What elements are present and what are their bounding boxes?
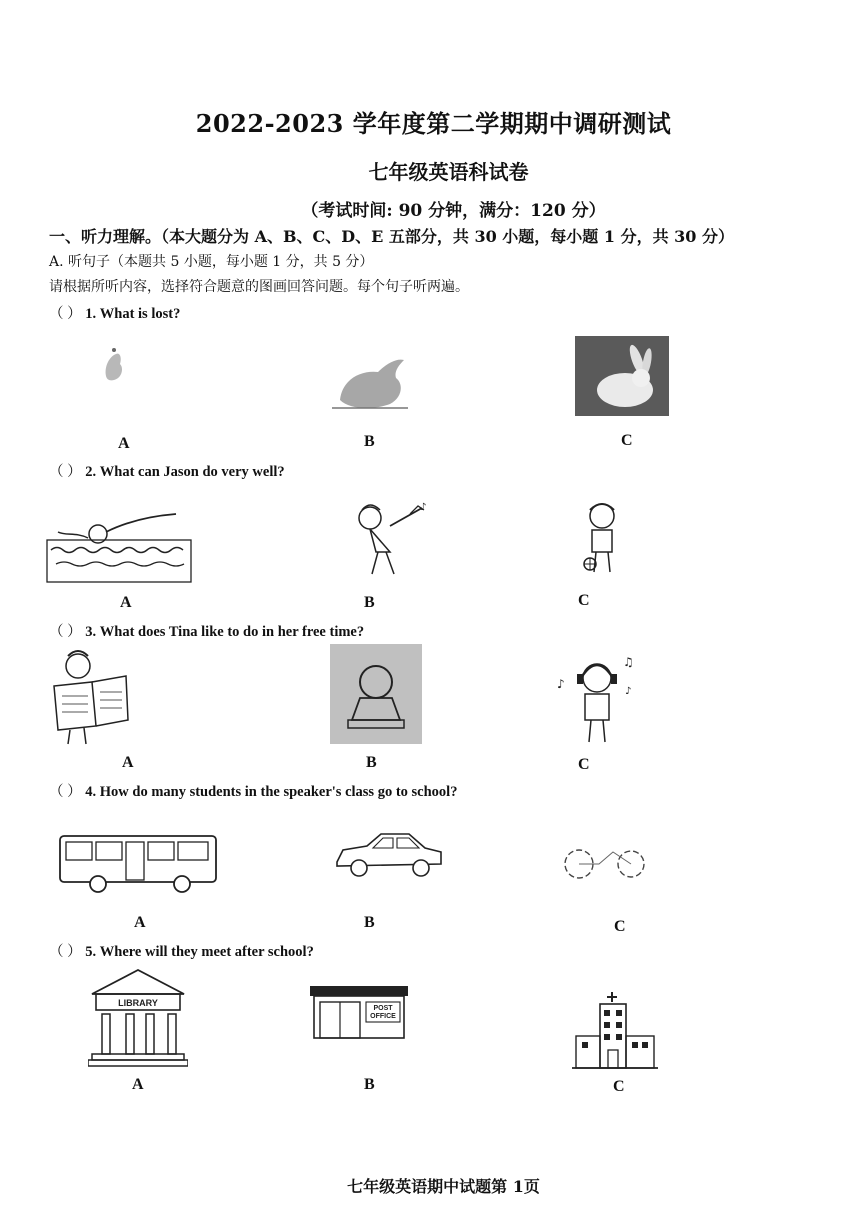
girl-drawing-picture [330,644,422,744]
question-2 [49,460,285,481]
option-c-label[interactable]: C [621,432,633,449]
svg-text:♪: ♪ [625,686,632,697]
option-b-label[interactable]: B [364,914,375,931]
answer-blank[interactable]: （ ） [49,306,82,322]
option-b-label[interactable]: B [364,433,375,450]
instructions: 请根据所听内容，选择符合题意的图画回答问题。每个句子听两遍。 [49,279,469,295]
question-4 [49,780,457,801]
exam-subtitle: 七年级英语科试卷 [368,160,529,184]
exam-info: （考试时间: 90 分钟，满分：120 分） [301,201,606,221]
svg-text:♫: ♫ [623,655,634,669]
small-pet-picture [96,346,130,386]
man-reading-newspaper-picture [48,646,132,746]
option-a-label[interactable]: A [122,754,134,771]
option-a-label[interactable]: A [118,435,130,452]
bicycle-picture [563,844,647,884]
question-text: 4. How do many students in the speaker's class go to school? [85,784,458,800]
question-text: 5. Where will they meet after school? [85,944,314,960]
boy-headphones-music-picture [553,654,643,746]
option-b-label[interactable]: B [366,754,377,771]
white-rabbit-photo [575,336,669,416]
girl-with-violin-picture [350,496,440,580]
option-c-label[interactable]: C [613,1078,625,1095]
option-c-label[interactable]: C [578,756,590,773]
svg-text:♪: ♪ [420,502,427,513]
option-c-label[interactable]: C [614,918,626,935]
hospital-picture [572,990,658,1072]
svg-text:♪: ♪ [557,677,565,691]
option-a-label[interactable]: A [132,1076,144,1093]
post-office-sign-line1: POST [373,1005,393,1012]
exam-title: 2022-2023 学年度第二学期期中调研测试 [195,109,672,138]
library-sign: LIBRARY [118,998,158,1008]
option-a-label[interactable]: A [120,594,132,611]
section-title: 一、听力理解。（本大题分为 A、B、C、D、E 五部分，共 30 小题，每小题 1 分，共 30 分） [49,227,734,246]
option-b-label[interactable]: B [364,1076,375,1093]
option-b-label[interactable]: B [364,594,375,611]
answer-blank[interactable]: （ ） [49,784,82,800]
question-text: 2. What can Jason do very well? [85,464,285,480]
answer-blank[interactable]: （ ） [49,464,82,480]
swimmer-picture [46,502,194,584]
option-a-label[interactable]: A [134,914,146,931]
question-1 [49,302,180,323]
option-c-label[interactable]: C [578,592,590,609]
post-office-sign-line2: OFFICE [370,1013,396,1020]
pet-rabbit-picture [330,350,410,412]
question-text: 3. What does Tina like to do in her free time? [85,624,365,640]
question-text: 1. What is lost? [85,306,181,322]
question-3 [49,620,364,641]
library-picture [88,966,188,1068]
post-office-picture [308,984,410,1040]
part-a-title: A. 听句子（本题共 5 小题，每小题 1 分，共 5 分） [49,254,374,270]
question-5 [49,940,314,961]
car-picture [333,828,445,880]
boy-basketball-picture [578,498,628,578]
answer-blank[interactable]: （ ） [49,624,82,640]
page-footer: 七年级英语期中试题第 1页 [347,1177,540,1196]
bus-picture [58,832,222,894]
answer-blank[interactable]: （ ） [49,944,82,960]
